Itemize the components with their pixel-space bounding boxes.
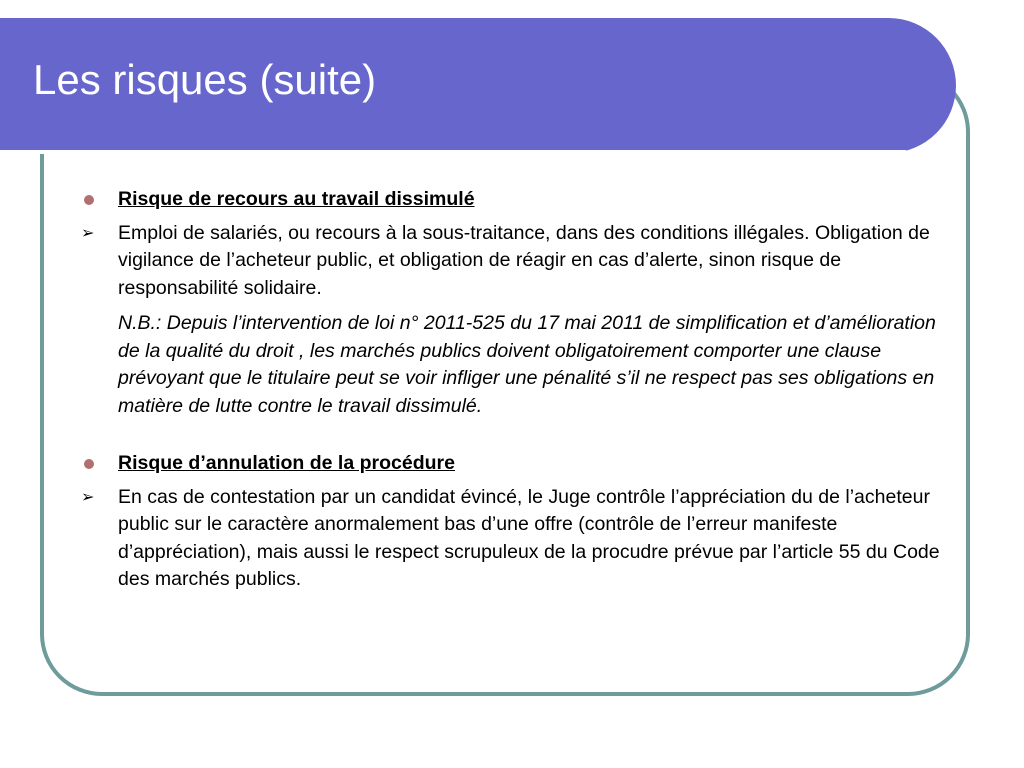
round-bullet-icon [84,459,94,469]
section-text-item [70,484,950,594]
section-heading-item [70,186,950,214]
slide-title: Les risques (suite) [33,56,377,103]
section-text: En cas de contestation par un candidat évincé, le Juge contrôle l’appréciation du de l’acheteur public sur le caractère anormalement bas d’une offre (contrôle de l’erreur manifeste d’appréciation), mais aussi le respect scrupuleux de la procudre prévue par l’article 55 du Code des marchés publics. [118,485,940,590]
slide-body [70,186,950,594]
round-bullet-icon [84,195,94,205]
section-heading: Risque de recours au travail dissimulé [118,188,475,210]
section-text-item [70,220,950,421]
arrow-bullet-icon: ➢ [81,488,95,506]
title-underline [0,150,906,154]
section-heading-item [70,450,950,478]
arrow-bullet-icon: ➢ [81,224,95,242]
section-text: Emploi de salariés, ou recours à la sous-traitance, dans des conditions illégales. Obligation de vigilance de l’acheteur public, et obligation de réagir en cas d’alerte, sinon risque de responsabilité solidaire. [118,221,930,299]
section-note: N.B.: Depuis l’intervention de loi n° 2011-525 du 17 mai 2011 de simplification et d’amélioration de la qualité du droit , les marchés publics doivent obligatoirement comporter une clause prévoyant que le titulaire peut se voir infliger une pénalité s’il ne respect pas ses obligations en matière de lutte contre le travail dissimulé. [118,312,936,417]
section-heading: Risque d’annulation de la procédure [118,452,455,474]
